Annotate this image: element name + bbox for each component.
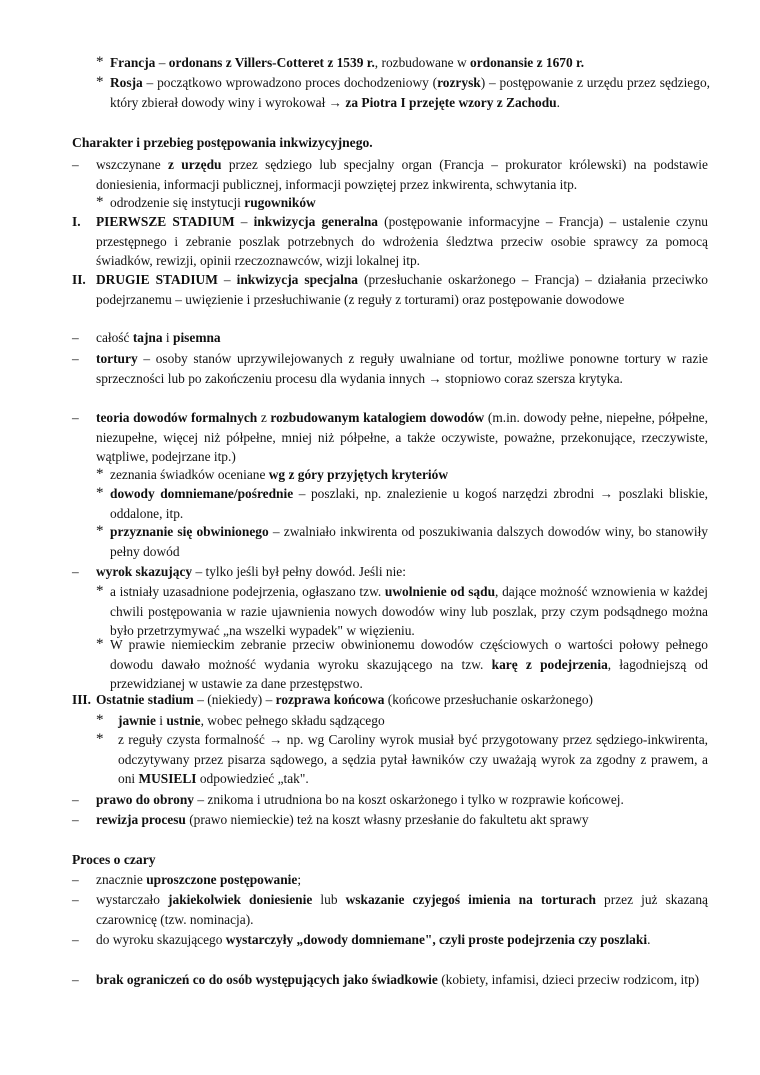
bullet-dash: –	[72, 812, 79, 827]
list-item-uwolnienie: a istniały uzasadnione podejrzenia, ogłaszano tzw. uwolnienie od sądu, dające możność wznowienia w każdej chwili postępowania w razie ujawnienia nowych dowodów winy lub poszlak, przy czym podsądnego można było przetrzymywać „na wszelki wypadek" w więzieniu.	[110, 584, 708, 639]
bullet-dash: –	[72, 157, 79, 172]
list-item-jawnie: jawnie i ustnie, wobec pełnego składu sądzącego	[118, 713, 385, 728]
bullet-dash: –	[72, 330, 79, 345]
list-item-rugownikow: odrodzenie się instytucji rugowników	[110, 195, 316, 210]
list-item-przyznanie: przyznanie się obwinionego – zwalniało inkwirenta od poszukiwania dalszych dowodów winy, bo stanowiły pełny dowód	[110, 524, 708, 559]
bullet-dash: –	[72, 892, 79, 907]
bullet-dash: –	[72, 932, 79, 947]
list-item-domniemane-czary: do wyroku skazującego wystarczyły „dowody domniemane", czyli proste podejrzenia czy poszlaki.	[96, 932, 651, 947]
bullet-star: *	[96, 731, 104, 747]
roman-marker-3: III.	[72, 692, 91, 707]
bullet-dash: –	[72, 872, 79, 887]
list-item-rewizja: rewizja procesu (prawo niemieckie) też na koszt własny przesłanie do fakultetu akt sprawy	[96, 812, 589, 827]
list-item-tajna: całość tajna i pisemna	[96, 330, 221, 345]
list-item-swiadkowie: brak ograniczeń co do osób występujących jako świadkowie (kobiety, infamisi, dzieci przeciw rodzicom, itp)	[96, 972, 700, 987]
list-item-stadium-2: DRUGIE STADIUM – inkwizycja specjalna (przesłuchanie oskarżonego – Francja) – działania przeciwko podejrzanemu – uwięzienie i przesłuchiwanie (z reguły z torturami) oraz postępowanie dowodowe	[96, 272, 708, 307]
list-item-rosja: Rosja – początkowo wprowadzono proces dochodzeniowy (rozrysk) – postępowanie z urzędu przez sędziego, który zbierał dowody winy i wyrokował → za Piotra I przejęte wzory z Zachodu.	[110, 75, 710, 110]
section-heading-czary: Proces o czary	[72, 852, 156, 867]
bullet-star: *	[96, 466, 104, 482]
list-item-niemieckim: W prawie niemieckim zebranie przeciw obwinionemu dowodów częściowych o wartości połowy pełnego dowodu dawało możność wydania wyroku skazującego na tzw. karę z podejrzenia, łagodniejszą od przewidzianej w ustawie za dane przestępstwo.	[110, 637, 708, 692]
bullet-dash: –	[72, 410, 79, 425]
bullet-star: *	[96, 583, 104, 599]
roman-marker-2: II.	[72, 272, 86, 287]
bullet-star: *	[96, 54, 104, 70]
bullet-star: *	[96, 523, 104, 539]
list-item-wyrok: wyrok skazujący – tylko jeśli był pełny dowód. Jeśli nie:	[96, 564, 406, 579]
bullet-dash: –	[72, 564, 79, 579]
list-item-stadium-1: PIERWSZE STADIUM – inkwizycja generalna (postępowanie informacyjne – Francja) – ustalenie czynu przestępnego i zebranie poszlak potrzebnych do wdrożenia śledztwa przeciw osobie sprawcy za pomocą świadków, rewizji, opinii rzeczoznawców, wizji lokalnej itp.	[96, 214, 708, 269]
roman-marker-1: I.	[72, 214, 81, 229]
bullet-star: *	[96, 485, 104, 501]
bullet-star: *	[96, 712, 104, 728]
list-item-wszczynane: wszczynane z urzędu przez sędziego lub specjalny organ (Francja – prokurator królewski) na podstawie doniesienia, informacji publicznej, informacji powziętej przez inkwirenta, schwytania itp.	[96, 157, 708, 192]
list-item-zeznania: zeznania świadków oceniane wg z góry przyjętych kryteriów	[110, 467, 448, 482]
list-item-teoria: teoria dowodów formalnych z rozbudowanym katalogiem dowodów (m.in. dowody pełne, niepełne, półpełne, niezupełne, więcej niż półpełne, mniej niż półpełne, a także oczywiste, poważne, przekonujące, rzeczywiste, wątpliwe, podejrzane itp.)	[96, 410, 708, 465]
bullet-star: *	[96, 194, 104, 210]
bullet-star: *	[96, 636, 104, 652]
section-heading-inkwizycyjne: Charakter i przebieg postępowania inkwizycyjnego.	[72, 135, 373, 150]
bullet-dash: –	[72, 351, 79, 366]
list-item-stadium-3: Ostatnie stadium – (niekiedy) – rozprawa końcowa (końcowe przesłuchanie oskarżonego)	[96, 692, 593, 707]
list-item-uproszczone: znacznie uproszczone postępowanie;	[96, 872, 302, 887]
list-item-obrony: prawo do obrony – znikoma i utrudniona bo na koszt oskarżonego i tylko w rozprawie końcowej.	[96, 792, 624, 807]
list-item-doniesienie: wystarczało jakiekolwiek doniesienie lub wskazanie czyjegoś imienia na torturach przez już skazaną czarownicę (tzw. nominacja).	[96, 892, 708, 927]
list-item-domniemane: dowody domniemane/pośrednie – poszlaki, np. znalezienie u kogoś narzędzi zbrodni → poszlaki bliskie, oddalone, itp.	[110, 486, 708, 521]
list-item-formalnosc: z reguły czysta formalność → np. wg Caroliny wyrok musiał być przygotowany przez sędziego-inkwirenta, odczytywany przez pisarza sądowego, a sędzia pytał ławników czy uważają wyrok za zgodny z prawem, a oni MUSIELI odpowiedzieć „tak".	[118, 732, 708, 787]
bullet-dash: –	[72, 972, 79, 987]
list-item-tortury: tortury – osoby stanów uprzywilejowanych z reguły uwalniane od tortur, możliwe ponowne tortury w razie sprzeczności lub po zakończeniu procesu dla wydania innych → stopniowo coraz szersza krytyka.	[96, 351, 708, 386]
bullet-dash: –	[72, 792, 79, 807]
list-item-francja: Francja – ordonans z Villers-Cotteret z 1539 r., rozbudowane w ordonansie z 1670 r.	[110, 55, 585, 70]
bullet-star: *	[96, 74, 104, 90]
